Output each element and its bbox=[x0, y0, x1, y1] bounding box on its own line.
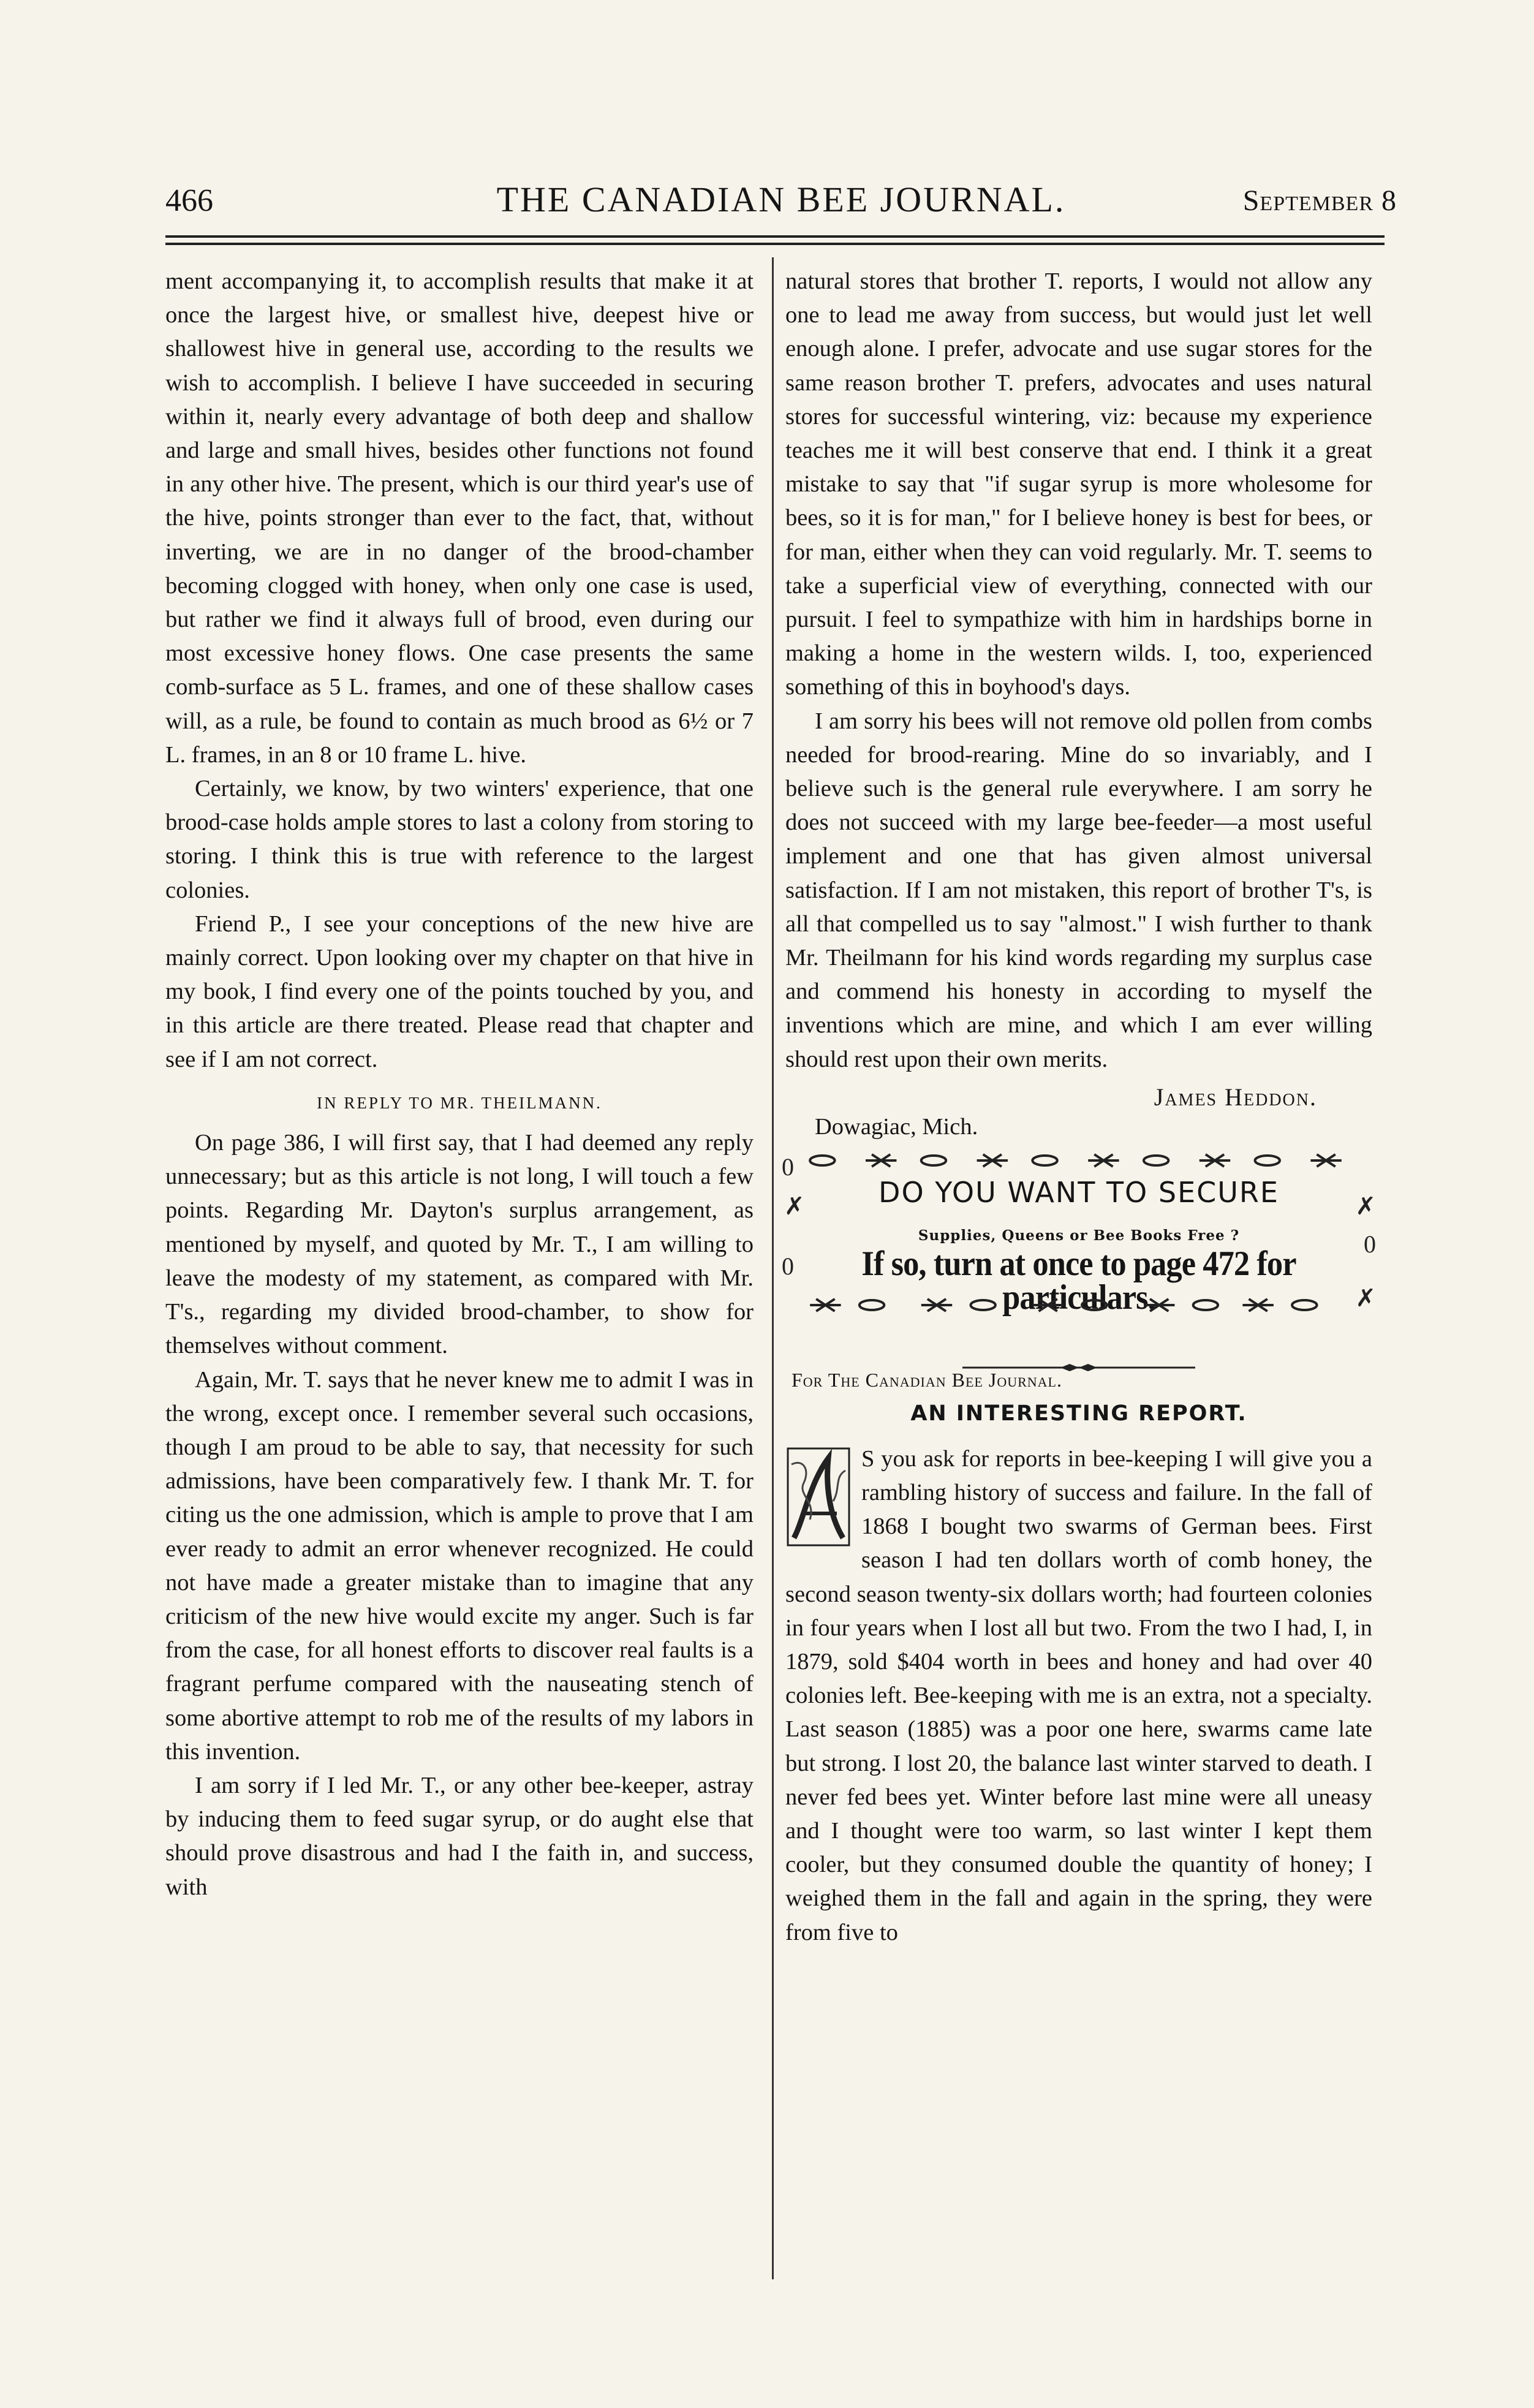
paragraph: Certainly, we know, by two winters' experience, that one brood-case holds ample stores to last a colony from storing to storing. I think this is true with reference to the largest colonies. bbox=[165, 776, 754, 903]
journal-title: THE CANADIAN BEE JOURNAL. bbox=[496, 180, 1066, 219]
ornament-border-top bbox=[798, 1151, 1354, 1170]
paragraph: I am sorry if I led Mr. T., or any other bee-keeper, astray by inducing them to feed sugar syrup, or do aught else that should prove disastrous and had I the faith in, and success, with bbox=[165, 1772, 754, 1900]
ornament-cross-icon: ✗ bbox=[1355, 1192, 1376, 1221]
ornament-cross-icon: ✗ bbox=[1355, 1284, 1376, 1312]
author-location: Dowagiac, Mich. bbox=[815, 1114, 978, 1140]
article-opening: S you ask for reports in bee-keeping I will give you a rambling history of success and failure. In the fall of 1868 I bought two swarms of German bees. First season I had ten dollars worth of comb honey, the second season twenty-six dollars worth; had fourteen colonies in four years when I lost all but two. From the two I had, I, in 1879, sold $404 worth in bees and honey and had over 40 colonies left. Bee-keeping with me is an extra, not a specialty. Last season (1885) was a poor one here, swarms came late but strong. I lost 20, the balance last winter starved to death. I never fed bees yet. Winter before last mine were all uneasy and I thought were too warm, so last winter I kept them cooler, but they consumed double the quantity of honey; I weighed them in the fall and again in the spring, they were from five to bbox=[785, 1445, 1372, 1945]
right-column bbox=[782, 265, 1376, 1950]
author-signature: James Heddon. bbox=[1154, 1083, 1317, 1111]
header-rule-top bbox=[165, 235, 1385, 238]
ornament-o-icon: 0 bbox=[1364, 1230, 1376, 1259]
ornament-o-icon: 0 bbox=[782, 1153, 794, 1181]
paragraph bbox=[785, 1442, 1372, 1950]
ornament-border-bottom bbox=[798, 1296, 1354, 1314]
ornament-cross-icon: ✗ bbox=[784, 1192, 805, 1221]
paragraph: natural stores that brother T. reports, I would not allow any one to lead me away from success, but would just let well enough alone. I prefer, advocate and use sugar stores for the same reason brother T. prefers, advocates and uses natural stores for successful wintering, viz: because my experience teaches me it will best conserve that end. I think it a great mistake to say that "if sugar syrup is more wholesome for bees, so it is for man," for I believe honey is best for bees, or for man, either when they can void regularly. Mr. T. seems to take a superficial view of everything, connected with our pursuit. I feel to sympathize with him in hardships borne in making a home in the western wilds. I, too, experienced something of this in boyhood's days. bbox=[785, 268, 1372, 700]
page-header bbox=[165, 179, 1397, 228]
ad-headline: DO YOU WANT TO SECURE bbox=[878, 1176, 1279, 1210]
paragraph: Friend P., I see your conceptions of the new hive are mainly correct. Upon looking over my chapter on that hive in my book, I find every one of the points touched by you, and in this article are there treated. Please read that chapter and see if I am not correct. bbox=[165, 911, 754, 1072]
paragraph: Again, Mr. T. says that he never knew me to admit I was in the wrong, except once. I remember several such occasions, though I am proud to be able to say, that necessity for such admissions, have been comparatively few. I thank Mr. T. for citing us the one admission, which is ample to prove that I am ever ready to admit an error whenever recognized. He could not have made a greater mistake than to imagine that any criticism of the new hive would excite my anger. Such is far from the case, for all honest efforts to discover real faults is a fragrant perfume compared with the nauseating stench of some abortive attempt to rob me of the results of my labors in this invention. bbox=[165, 1366, 754, 1765]
header-rule-bottom bbox=[165, 243, 1385, 245]
section-divider bbox=[785, 1349, 1372, 1358]
ornament-o-icon: 0 bbox=[782, 1252, 794, 1281]
article-source-line: For The Canadian Bee Journal. bbox=[792, 1369, 1062, 1391]
paragraph: On page 386, I will first say, that I had deemed any reply unnecessary; but as this article is not long, I will touch a few points. Regarding Mr. Dayton's surplus arrangement, as mentioned by myself, and quoted by Mr. T., I am willing to leave the modesty of my statement, as compared with Mr. T's., regarding my divided brood-chamber, to show for themselves without comment. bbox=[165, 1130, 754, 1359]
section-subheading: IN REPLY TO MR. THEILMANN. bbox=[317, 1093, 602, 1112]
dropcap-ornament-icon bbox=[785, 1446, 852, 1548]
ad-subline: Supplies, Queens or Bee Books Free ? bbox=[918, 1227, 1240, 1244]
advertisement-box bbox=[782, 1150, 1376, 1340]
issue-date: September 8 bbox=[1242, 184, 1397, 217]
left-column bbox=[165, 265, 754, 1904]
ad-callout: If so, turn at once to page 472 for particulars. bbox=[861, 1244, 1296, 1317]
page-number: 466 bbox=[165, 183, 213, 218]
article-title: AN INTERESTING REPORT. bbox=[910, 1401, 1247, 1426]
paragraph: I am sorry his bees will not remove old pollen from combs needed for brood-rearing. Mine do so invariably, and I believe such is the general rule everywhere. I am sorry he does not succeed with my large bee-feeder—a most useful implement and one that has given almost universal satisfaction. If I am not mistaken, this report of brother T's, is all that compelled us to say "almost." I wish further to thank Mr. Theilmann for his kind words regarding my surplus case and commend his honesty in according to myself the inventions which are mine, and which I am ever willing should rest upon their own merits. bbox=[785, 708, 1372, 1072]
column-divider bbox=[772, 257, 774, 2279]
paragraph: ment accompanying it, to accomplish results that make it at once the largest hive, or smallest hive, deepest hive or shallowest hive in general use, according to the results we wish to accomplish. I believe I have succeeded in securing within it, nearly every advantage of both deep and shallow and large and small hives, besides other functions not found in any other hive. The present, which is our third year's use of the hive, points stronger than ever to the fact, that, without inverting, we are in no danger of the brood-chamber becoming clogged with honey, when only one case is used, but rather we find it always full of brood, even during our most excessive honey flows. One case presents the same comb-surface as 5 L. frames, and one of these shallow cases will, as a rule, be found to contain as much brood as 6½ or 7 L. frames, in an 8 or 10 frame L. hive. bbox=[165, 268, 754, 768]
